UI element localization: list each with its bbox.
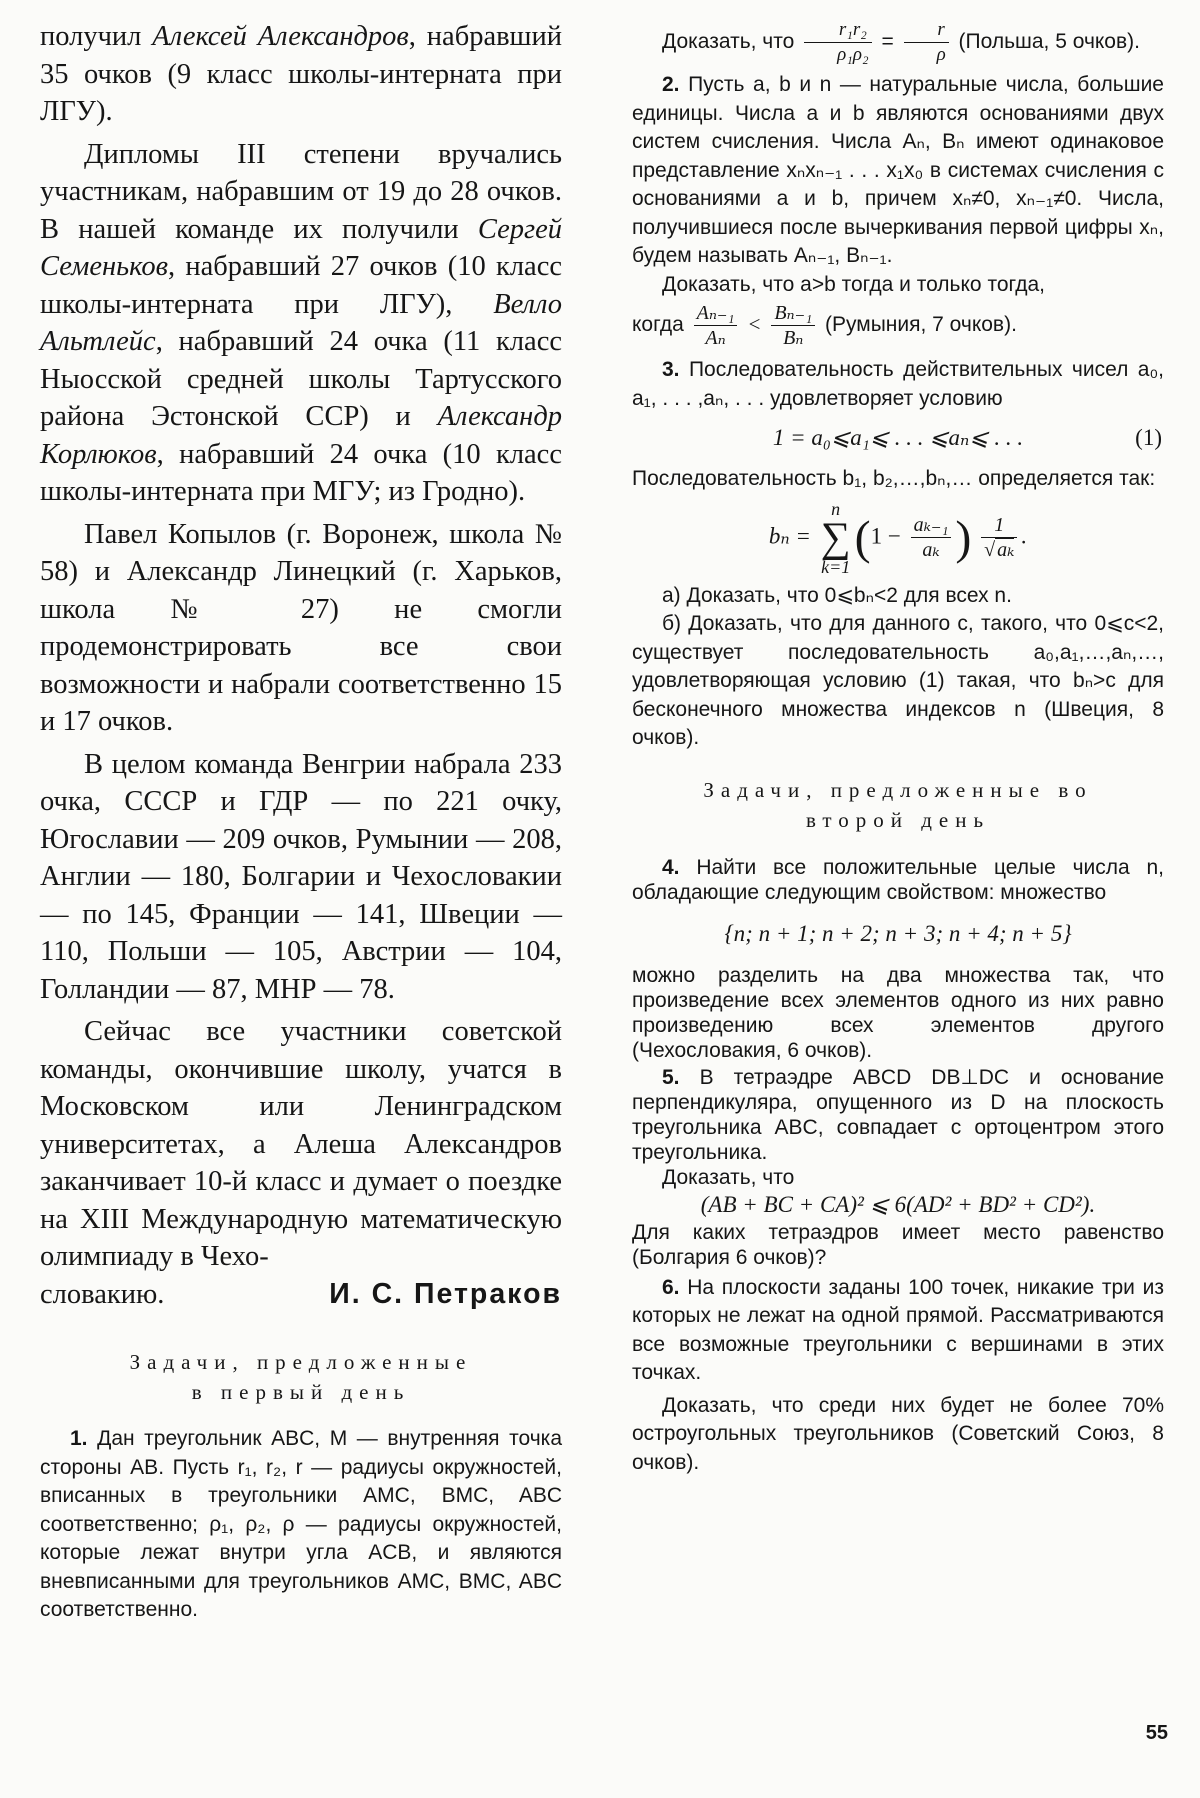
problem-5: 5. В тетраэдре ABCD DB⊥DC и основание перпендикуляра, опущенного из D на плоскость треугольника ABC, совпадает с ортоцентром этого треугольника. bbox=[632, 1065, 1164, 1164]
problem-1: 1. Дан треугольник ABC, M — внутренняя точка стороны AB. Пусть r₁, r₂, r — радиусы окружностей, вписанных в треугольники AMC, BMC, ABC соответственно; ρ₁, ρ₂, ρ — радиусы окружностей, которые лежат внутри угла ACB, и являются вневписанными для треугольников AMC, BMC, ABC соответственно. bbox=[40, 1427, 562, 1621]
problem-3: 3. Последовательность действительных чисел a₀, a₁, . . . ,aₙ, . . . удовлетворяет условию bbox=[632, 358, 1164, 410]
paragraph-winner: получил Алексей Александров, набравший 35 очков (9 класс школы-интерната при ЛГУ). bbox=[40, 21, 562, 127]
section-heading-day2: Задачи, предложенные во второй день bbox=[703, 777, 1093, 832]
equation-number: (1) bbox=[1135, 425, 1162, 450]
left-column bbox=[40, 18, 562, 1625]
problem-6-prove: Доказать, что среди них будет не более 70% остроугольных треугольников (Советский Союз, 8 очков). bbox=[632, 1393, 1164, 1474]
problem-2: 2. Пусть a, b и n — натуральные числа, большие единицы. Числа a и b являются основаниями двух систем счисления. Числа Aₙ, Bₙ имеют одинаковое представление xₙxₙ₋₁ . . . x₁x₀ в системах счисления с основаниями a и b, причем xₙ≠0, xₙ₋₁≠0. Числа, получившиеся после вычеркивания первой цифры xₙ, будем называть Aₙ₋₁, Bₙ₋₁. bbox=[632, 73, 1164, 267]
formula-inequality: (AB + BC + CA)² ⩽ 6(AD² + BD² + CD²). bbox=[700, 1191, 1096, 1217]
problem-3-part-b: б) Доказать, что для данного c, такого, что 0⩽c<2, существует последовательность a₀,a₁,…,aₙ,…, удовлетворяющая условию (1) такая, что bₙ>c для бесконечного множества индексов n (Швеция, 8 очков). bbox=[632, 612, 1164, 749]
author-signature: И. С. Петраков bbox=[329, 1277, 562, 1310]
sum-symbol: n ∑ k=1 bbox=[820, 498, 851, 577]
paragraph-now: Сейчас все участники советской команды, окончившие школу, учатся в Московском или Ленинградском университетах, а Алеша Александров заканчивает 10-й класс и думает о поездке на XIII Международную математическую олимпиаду в Чехо- bbox=[40, 1016, 562, 1272]
problem-4-continuation: можно разделить на два множества так, что произведение всех элементов одного из них равно произведению всех элементов другого (Чехословакия, 6 очков). bbox=[632, 963, 1164, 1062]
problem-2-prove: Доказать, что a>b тогда и только тогда, bbox=[662, 272, 1045, 296]
problem-3-definition: Последовательность b₁, b₂,…,bₙ,… определяется так: bbox=[632, 467, 1156, 490]
formula-condition-1: 1 = a₀⩽a₁⩽ . . . ⩽aₙ⩽ . . . (1) bbox=[772, 425, 1162, 450]
problem-6: 6. На плоскости заданы 100 точек, никакие три из которых не лежат на одной прямой. Рассматриваются все возможные треугольники с вершинами в этих точках. bbox=[632, 1275, 1164, 1384]
problem-1-continuation: Доказать, что $\frac{\text{r₁r₂}}{\text{ρ₁ρ₂}}$ = $\frac{r}{\rho}$ (Польша, 5 очков). bbox=[662, 19, 1140, 65]
formula-bn: bₙ = n ∑ k=1 (1 − $\frac{\text{aₖ₋₁}}{\text{aₖ}}$ ) $\frac{1}{\text{√ aₖ}}$ . bbox=[768, 498, 1028, 577]
paragraph-diplomas-3: Дипломы III степени вручались участникам, набравшим от 19 до 28 очков. В нашей команде их получили Сергей Семеньков, набравший 27 очков (10 класс школы-интерната при ЛГУ), Велло Альтлейс, набравший 24 очка (11 класс Ныосской средней школы Тартусского района Эстонской ССР) и Александр Корлюков, набравший 24 очка (10 класс школы-интерната при МГУ; из Гродно). bbox=[40, 138, 562, 507]
closing-word: словакию. bbox=[40, 1278, 165, 1310]
problem-5-prove: Доказать, что bbox=[662, 1165, 795, 1189]
page-number: 55 bbox=[1145, 1722, 1168, 1744]
problem-2-condition: когда $\frac{\text{Aₙ₋₁}}{\text{Aₙ}}$ < $\frac{\text{Bₙ₋₁}}{\text{Bₙ}}$ (Румыния, 7 очков). bbox=[632, 302, 1017, 349]
paragraph-kopylov: Павел Копылов (г. Воронеж, школа № 58) и Александр Линецкий (г. Харьков, школа № 27) не смогли продемонстрировать все свои возможности и набрали соответственно 15 и 17 очков. bbox=[40, 518, 562, 737]
right-column bbox=[632, 18, 1164, 1477]
signature-line bbox=[40, 1276, 562, 1314]
problem-4: 4. Найти все положительные целые числа n, обладающие следующим свойством: множество bbox=[632, 855, 1164, 904]
problem-3-part-a: а) Доказать, что 0⩽bₙ<2 для всех n. bbox=[662, 583, 1012, 607]
problem-5-question: Для каких тетраэдров имеет место равенство (Болгария 6 очков)? bbox=[632, 1220, 1164, 1269]
section-heading-day1: Задачи, предложенные в первый день bbox=[129, 1350, 473, 1404]
formula-set: {n; n + 1; n + 2; n + 3; n + 4; n + 5} bbox=[724, 920, 1072, 946]
paragraph-team-scores: В целом команда Венгрии набрала 233 очка, СССР и ГДР — по 221 очку, Югославии — 209 очков, Румынии — 208, Англии — 180, Болгарии и Чехословакии — по 145, Франции — 141, Швеции — 110, Польши — 105, Австрии — 104, Голландии — 87, МНР — 78. bbox=[40, 748, 562, 1005]
